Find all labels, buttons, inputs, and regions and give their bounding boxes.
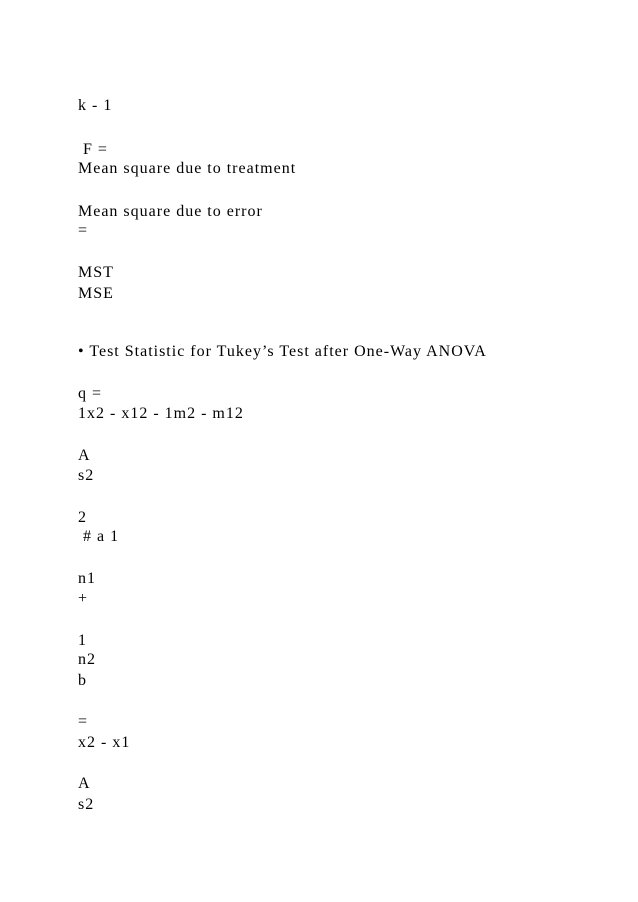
- text-line-2: 2: [78, 509, 87, 526]
- text-line-f-equals: F =: [78, 141, 108, 158]
- text-line-s2-2: s2: [78, 796, 95, 813]
- text-line-hash-a-1: # a 1: [78, 528, 120, 545]
- text-line-q-equals: q =: [78, 385, 103, 402]
- text-line-a: A: [78, 447, 91, 464]
- text-line-plus: +: [78, 590, 89, 607]
- text-line-1: 1: [78, 632, 87, 649]
- text-line-b: b: [78, 672, 87, 689]
- text-line-mse: MSE: [78, 285, 114, 302]
- text-line-a-2: A: [78, 775, 91, 792]
- text-line-k-minus-1: k - 1: [78, 97, 113, 114]
- text-line-x2-minus-x1: x2 - x1: [78, 734, 131, 751]
- text-line-n1: n1: [78, 570, 96, 587]
- text-line-mean-square-error: Mean square due to error: [78, 203, 263, 220]
- text-line-mst: MST: [78, 264, 114, 281]
- text-line-tukey-heading: • Test Statistic for Tukey’s Test after One-Way ANOVA: [78, 343, 487, 360]
- text-line-tukey-numerator: 1x2 - x12 - 1m2 - m12: [78, 405, 244, 422]
- text-line-mean-square-treatment: Mean square due to treatment: [78, 160, 297, 177]
- text-line-s2: s2: [78, 467, 95, 484]
- text-line-equals: =: [78, 222, 89, 239]
- text-line-n2: n2: [78, 651, 96, 668]
- text-line-equals-2: =: [78, 713, 89, 730]
